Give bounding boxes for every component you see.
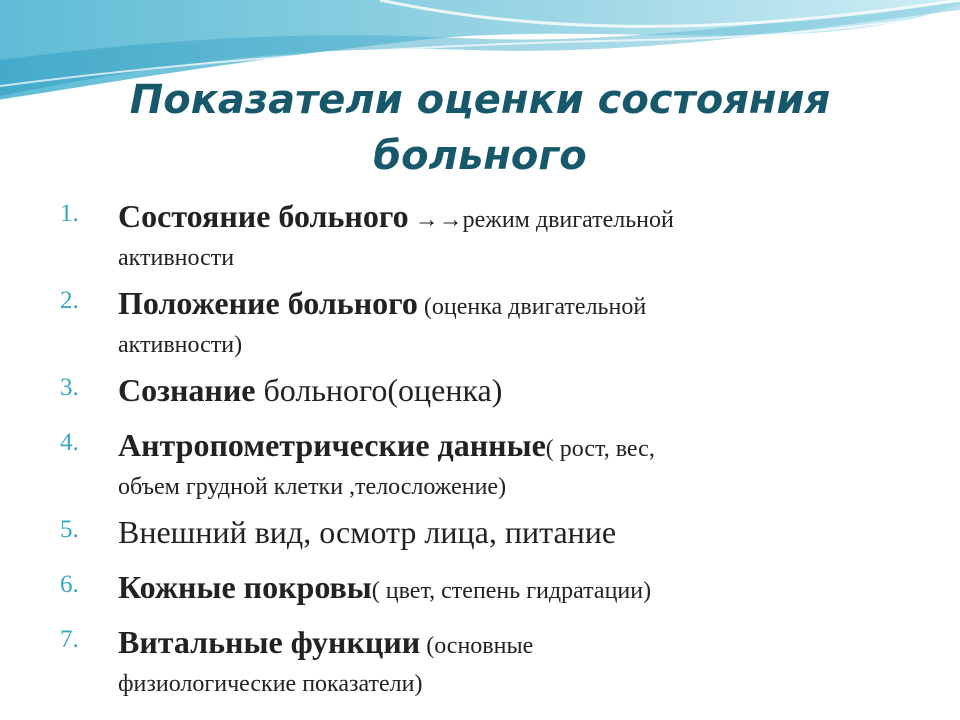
item-bold-text: Кожные покровы	[118, 569, 372, 605]
item-continuation: активности)	[118, 332, 243, 358]
item-bold-text: Сознание	[118, 372, 256, 408]
list-item	[48, 196, 928, 273]
item-bold-text: Состояние больного	[118, 198, 409, 234]
item-number: 2.	[60, 287, 79, 314]
item-bold-text: Антропометрические данные	[118, 427, 546, 463]
list-item	[48, 567, 928, 614]
item-continuation: объем грудной клетки ,телосложение)	[118, 474, 507, 500]
indicator-list	[48, 196, 928, 699]
item-bold-text: Витальные функции	[118, 624, 421, 660]
item-text: Внешний вид, осмотр лица, питание	[118, 514, 617, 550]
item-text: (основные	[420, 633, 534, 659]
item-bold-text: Положение больного	[118, 285, 418, 321]
item-number: 1.	[60, 200, 79, 227]
item-text: ( рост, вес,	[545, 436, 655, 462]
item-continuation: активности	[118, 245, 235, 271]
item-number: 6.	[60, 571, 79, 598]
list-item	[48, 283, 928, 360]
item-text: больного(оценка)	[255, 372, 503, 408]
item-continuation: физиологические показатели)	[118, 671, 423, 697]
list-item	[48, 370, 928, 417]
item-number: 4.	[60, 429, 79, 456]
item-text: (оценка двигательной	[417, 294, 647, 320]
item-text: →→режим двигательной	[408, 207, 674, 233]
item-text: ( цвет, степень гидратации)	[371, 578, 652, 604]
list-item	[48, 622, 928, 699]
list-item	[48, 425, 928, 502]
item-number: 7.	[60, 626, 79, 653]
list-item	[48, 512, 928, 559]
page-title: Показатели оценки состояния больного	[129, 77, 831, 179]
item-number: 3.	[60, 374, 79, 401]
item-number: 5.	[60, 516, 79, 543]
